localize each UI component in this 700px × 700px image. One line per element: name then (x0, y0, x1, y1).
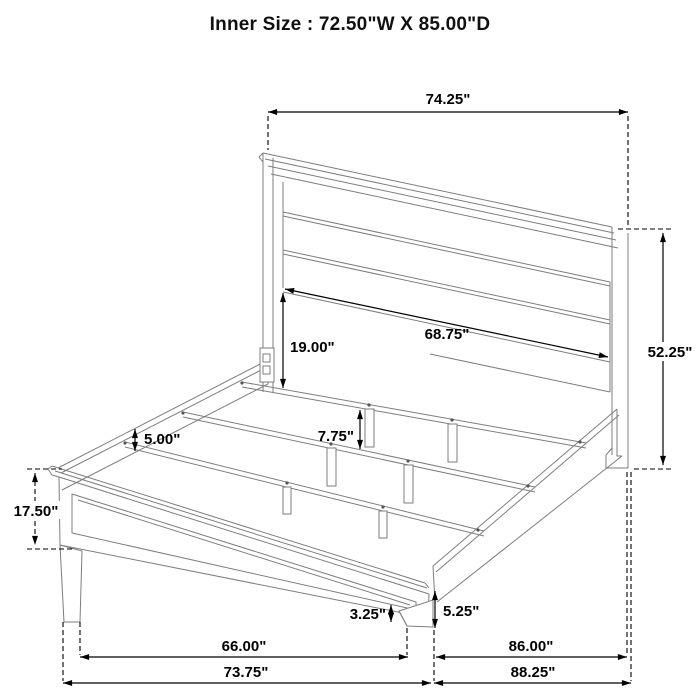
dim-footboard-height: 17.50" (13, 503, 59, 520)
footboard-left-leg (60, 545, 82, 622)
dim-overall-depth: 88.25" (510, 664, 556, 681)
dim-headboard-height: 52.25" (647, 344, 693, 361)
dim-slat-support-height: 7.75" (317, 428, 354, 445)
dim-side-rail-height: 5.00" (144, 431, 181, 448)
dim-overall-width: 73.75" (223, 664, 269, 681)
dim-footboard-trim-height: 3.25" (349, 606, 386, 623)
dim-footboard-leg-height: 5.25" (443, 603, 480, 620)
dim-inner-depth: 86.00" (508, 638, 554, 655)
dim-headboard-inner-width: 68.75" (424, 326, 470, 343)
footboard (48, 466, 433, 627)
dim-headboard-width: 74.25" (425, 91, 471, 108)
side-rails (58, 348, 622, 602)
dim-headboard-clearance: 19.00" (290, 339, 335, 356)
dimension-annotations (7, 91, 700, 683)
rail-bracket (260, 348, 274, 382)
diagram-title: Inner Size : 72.50"W X 85.00"D (209, 14, 491, 35)
dim-inner-width: 66.00" (221, 638, 267, 655)
headboard (259, 153, 628, 468)
